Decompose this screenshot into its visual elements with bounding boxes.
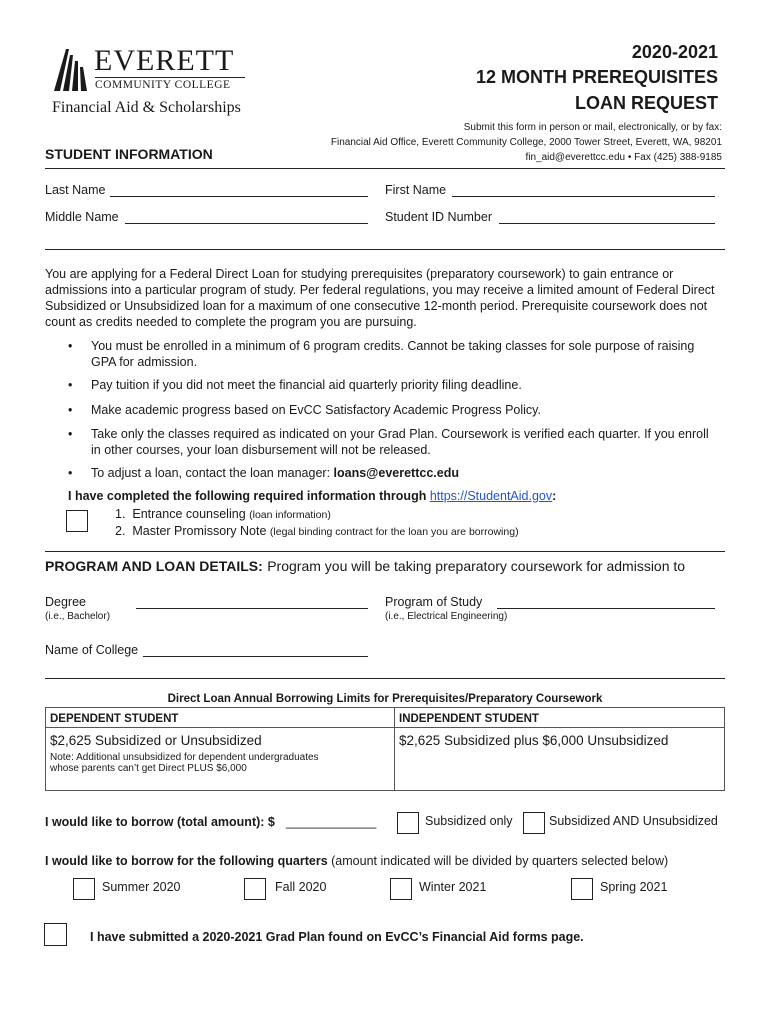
summer-checkbox[interactable] <box>73 878 95 900</box>
required-item-note: (loan information) <box>249 509 331 521</box>
bullet-icon: • <box>68 378 73 392</box>
student-info-heading: STUDENT INFORMATION <box>45 146 213 162</box>
subsidized-only-label: Subsidized only <box>425 814 513 828</box>
dependent-note: Note: Additional unsubsidized for dependent undergraduates <box>50 752 319 763</box>
office-contact: fin_aid@everettcc.edu • Fax (425) 388-9185 <box>525 152 722 163</box>
spring-label: Spring 2021 <box>600 880 668 894</box>
student-id-field[interactable] <box>499 223 715 224</box>
requirement-text: in other courses, your loan disbursement will not be released. <box>91 443 431 457</box>
bullet-icon: • <box>68 466 73 480</box>
independent-amount: $2,625 Subsidized plus $6,000 Unsubsidized <box>399 733 669 748</box>
dependent-amount: $2,625 Subsidized or Unsubsidized <box>50 733 262 748</box>
dependent-header: DEPENDENT STUDENT <box>46 708 395 728</box>
limits-title: Direct Loan Annual Borrowing Limits for Prerequisites/Preparatory Coursework <box>167 693 603 705</box>
first-name-field[interactable] <box>452 196 715 197</box>
first-name-label: First Name <box>385 183 447 197</box>
dependent-note: whose parents can’t get Direct PLUS $6,000 <box>50 763 247 774</box>
form-year: 2020-2021 <box>631 42 718 62</box>
intro-line: admissions into a particular program of study. Per federal regulations, you may receive a limited amount of Federal Direct <box>45 283 715 297</box>
section-divider <box>45 551 725 552</box>
middle-name-field[interactable] <box>125 223 368 224</box>
program-heading-rest: Program you will be taking preparatory coursework for admission to <box>267 558 686 574</box>
required-item-2 <box>115 524 519 538</box>
required-info-colon: : <box>552 489 557 503</box>
logo-name: EVERETT <box>94 44 235 77</box>
requirement-text: Make academic progress based on EvCC Satisfactory Academic Progress Policy. <box>91 403 541 417</box>
dependent-cell <box>46 728 395 791</box>
form-subtitle: LOAN REQUEST <box>574 93 718 113</box>
degree-hint: (i.e., Bachelor) <box>45 611 111 622</box>
college-logo <box>52 44 252 122</box>
degree-field[interactable] <box>136 608 368 609</box>
requirement-text: Pay tuition if you did not meet the financial aid quarterly priority filing deadline. <box>91 378 522 392</box>
required-item-1 <box>115 507 331 521</box>
studentaid-link[interactable]: https://StudentAid.gov <box>429 489 553 503</box>
borrowing-limits-table <box>45 707 725 791</box>
quarters-label <box>45 854 668 868</box>
required-item-text: Master Promissory Note <box>132 524 267 538</box>
bullet-icon: • <box>68 403 73 417</box>
required-info-heading <box>68 489 556 503</box>
spring-checkbox[interactable] <box>571 878 593 900</box>
logo-department: Financial Aid & Scholarships <box>52 99 241 116</box>
loan-manager-email[interactable]: loans@everettcc.edu <box>333 466 459 480</box>
submit-instructions: Submit this form in person or mail, electronically, or by fax: <box>463 122 722 133</box>
intro-line: You are applying for a Federal Direct Loan for studying prerequisites (preparatory coursework) to gain entrance or <box>45 267 674 281</box>
required-item-text: Entrance counseling <box>132 507 246 521</box>
office-address: Financial Aid Office, Everett Community College, 2000 Tower Street, Everett, WA, 98201 <box>330 137 722 148</box>
degree-label: Degree <box>45 595 86 609</box>
program-of-study-hint: (i.e., Electrical Engineering) <box>385 611 508 622</box>
table-row <box>46 728 725 791</box>
college-name-field[interactable] <box>143 656 368 657</box>
grad-plan-label: I have submitted a 2020-2021 Grad Plan found on EvCC’s Financial Aid forms page. <box>90 930 584 944</box>
college-name-label: Name of College <box>45 643 139 657</box>
required-info-text: I have completed the following required information through <box>68 489 427 503</box>
middle-name-label: Middle Name <box>45 210 119 224</box>
required-info-checkbox[interactable] <box>66 510 88 532</box>
requirement-text: You must be enrolled in a minimum of 6 program credits. Cannot be taking classes for sole purpose of raising <box>91 339 695 353</box>
fall-checkbox[interactable] <box>244 878 266 900</box>
table-row <box>46 708 725 728</box>
section-divider <box>45 678 725 679</box>
winter-label: Winter 2021 <box>419 880 487 894</box>
bullet-icon: • <box>68 427 73 441</box>
requirement-text: Take only the classes required as indicated on your Grad Plan. Coursework is verified each quarter. If you enroll <box>91 427 709 441</box>
program-of-study-label: Program of Study <box>385 595 483 609</box>
student-id-label: Student ID Number <box>385 210 492 224</box>
subsidized-and-unsubsidized-checkbox[interactable] <box>523 812 545 834</box>
logo-subname: COMMUNITY COLLEGE <box>95 77 245 91</box>
summer-label: Summer 2020 <box>102 880 181 894</box>
independent-header: INDEPENDENT STUDENT <box>395 708 725 728</box>
section-divider <box>45 249 725 250</box>
winter-checkbox[interactable] <box>390 878 412 900</box>
logo-mark-icon <box>52 47 92 92</box>
subsidized-and-unsubsidized-label: Subsidized AND Unsubsidized <box>549 814 718 828</box>
list-number: 2. <box>115 524 133 538</box>
program-heading-title: PROGRAM AND LOAN DETAILS: <box>45 558 263 574</box>
program-heading <box>45 558 685 576</box>
list-number: 1. <box>115 507 133 521</box>
program-of-study-field[interactable] <box>497 608 715 609</box>
borrow-amount-field[interactable]: _____________ <box>286 815 377 829</box>
intro-line: Subsidized or Unsubsidized loan for a maximum of one consecutive 12-month period. Prerequisite coursework does not <box>45 299 708 313</box>
requirement-text: To adjust a loan, contact the loan manager: <box>91 466 331 480</box>
bullet-icon: • <box>68 339 73 353</box>
quarters-label-text: I would like to borrow for the following quarters <box>45 854 328 868</box>
fall-label: Fall 2020 <box>275 880 327 894</box>
requirement-text: GPA for admission. <box>91 355 198 369</box>
intro-line: count as credits needed to complete the program you are pursuing. <box>45 315 417 329</box>
subsidized-only-checkbox[interactable] <box>397 812 419 834</box>
grad-plan-checkbox[interactable] <box>44 923 67 946</box>
quarters-label-rest: (amount indicated will be divided by quarters selected below) <box>331 854 669 868</box>
form-title: 12 MONTH PREREQUISITES <box>475 67 718 87</box>
section-divider <box>45 168 725 169</box>
last-name-label: Last Name <box>45 183 106 197</box>
independent-cell <box>395 728 725 791</box>
borrow-amount-label: I would like to borrow (total amount): $ <box>45 815 275 829</box>
required-item-note: (legal binding contract for the loan you are borrowing) <box>269 526 519 538</box>
intro-paragraph <box>45 266 715 330</box>
last-name-field[interactable] <box>110 196 368 197</box>
